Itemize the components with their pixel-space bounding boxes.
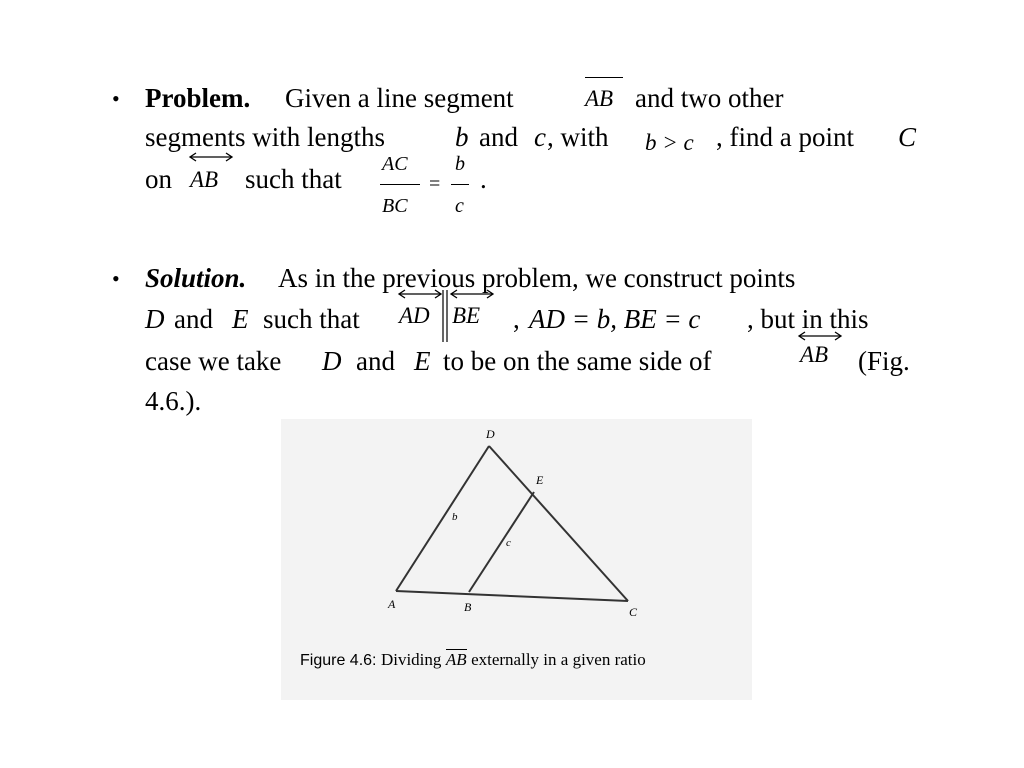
- var-b: b: [455, 122, 469, 152]
- ray-be-arrow-icon: [449, 289, 495, 299]
- fraction-numerator-ac: AC: [382, 153, 408, 175]
- period: .: [480, 164, 487, 194]
- caption-segment-ab: AB: [445, 650, 467, 669]
- label-c: c: [506, 537, 511, 549]
- problem-label: Problem.: [145, 83, 251, 113]
- segment-AD: [396, 446, 489, 591]
- solution-line2-end: , but in this: [747, 304, 869, 334]
- var-E: E: [232, 304, 249, 334]
- and-word-1: and: [174, 304, 213, 334]
- such-that-text-2: such that: [263, 304, 360, 334]
- label-b: b: [452, 511, 458, 523]
- such-that-text: such that: [245, 164, 342, 194]
- line-ab-symbol-2: AB: [800, 342, 829, 367]
- problem-line1-text: Given a line segment: [285, 83, 514, 113]
- solution-line4: 4.6.).: [145, 386, 202, 416]
- and-word-2: and: [356, 346, 395, 376]
- line-ab-arrow-icon-2: [797, 331, 843, 341]
- label-B: B: [464, 600, 472, 614]
- label-E: E: [536, 473, 544, 487]
- segment-AC: [396, 591, 628, 601]
- label-D: D: [486, 427, 495, 441]
- segment-DC: [489, 446, 628, 601]
- segment-BE: [469, 492, 534, 592]
- solution-bullet: •: [112, 266, 120, 291]
- fig-ref: (Fig.: [858, 346, 910, 376]
- solution-line1: As in the previous problem, we construct points: [278, 263, 796, 293]
- caption-prefix: Figure 4.6:: [300, 652, 377, 669]
- var-E-2: E: [414, 346, 431, 376]
- on-word: on: [145, 164, 172, 194]
- find-point-text: , find a point: [716, 122, 854, 152]
- label-A: A: [388, 597, 396, 611]
- line-ab-symbol: AB: [190, 167, 219, 192]
- inequality-b-gt-c: b > c: [645, 130, 694, 155]
- problem-line2-text: segments with lengths: [145, 122, 385, 152]
- equals-sign: =: [429, 173, 441, 195]
- problem-line1-end: and two other: [635, 83, 784, 113]
- with-word: , with: [547, 122, 609, 152]
- fraction-bar-right: [451, 184, 469, 185]
- ray-be-symbol: BE: [452, 303, 481, 328]
- fraction-bar-left: [380, 184, 420, 185]
- segment-overline: [585, 77, 623, 78]
- var-C: C: [898, 122, 917, 152]
- ray-ad-symbol: AD: [399, 303, 430, 328]
- solution-line3-start: case we take: [145, 346, 282, 376]
- solution-line3-mid: to be on the same side of: [443, 346, 712, 376]
- problem-bullet: •: [112, 86, 120, 111]
- caption-rest: externally in a given ratio: [471, 650, 646, 669]
- comma: ,: [513, 304, 520, 334]
- caption-word: Dividing: [380, 650, 442, 669]
- solution-label: Solution.: [145, 263, 247, 293]
- var-D-2: D: [322, 346, 342, 376]
- fraction-denominator-bc: BC: [382, 195, 408, 217]
- and-word: and: [479, 122, 518, 152]
- equations-text: AD = b, BE = c: [529, 304, 701, 334]
- figure-caption: [300, 650, 646, 670]
- line-arrow-icon: [188, 152, 234, 162]
- var-D: D: [145, 304, 165, 334]
- segment-ab-symbol: AB: [585, 86, 614, 111]
- ray-ad-arrow-icon: [397, 289, 443, 299]
- var-c: c: [534, 122, 546, 152]
- fraction-denominator-c: c: [455, 195, 464, 217]
- fraction-numerator-b: b: [455, 153, 465, 175]
- label-C: C: [629, 605, 638, 619]
